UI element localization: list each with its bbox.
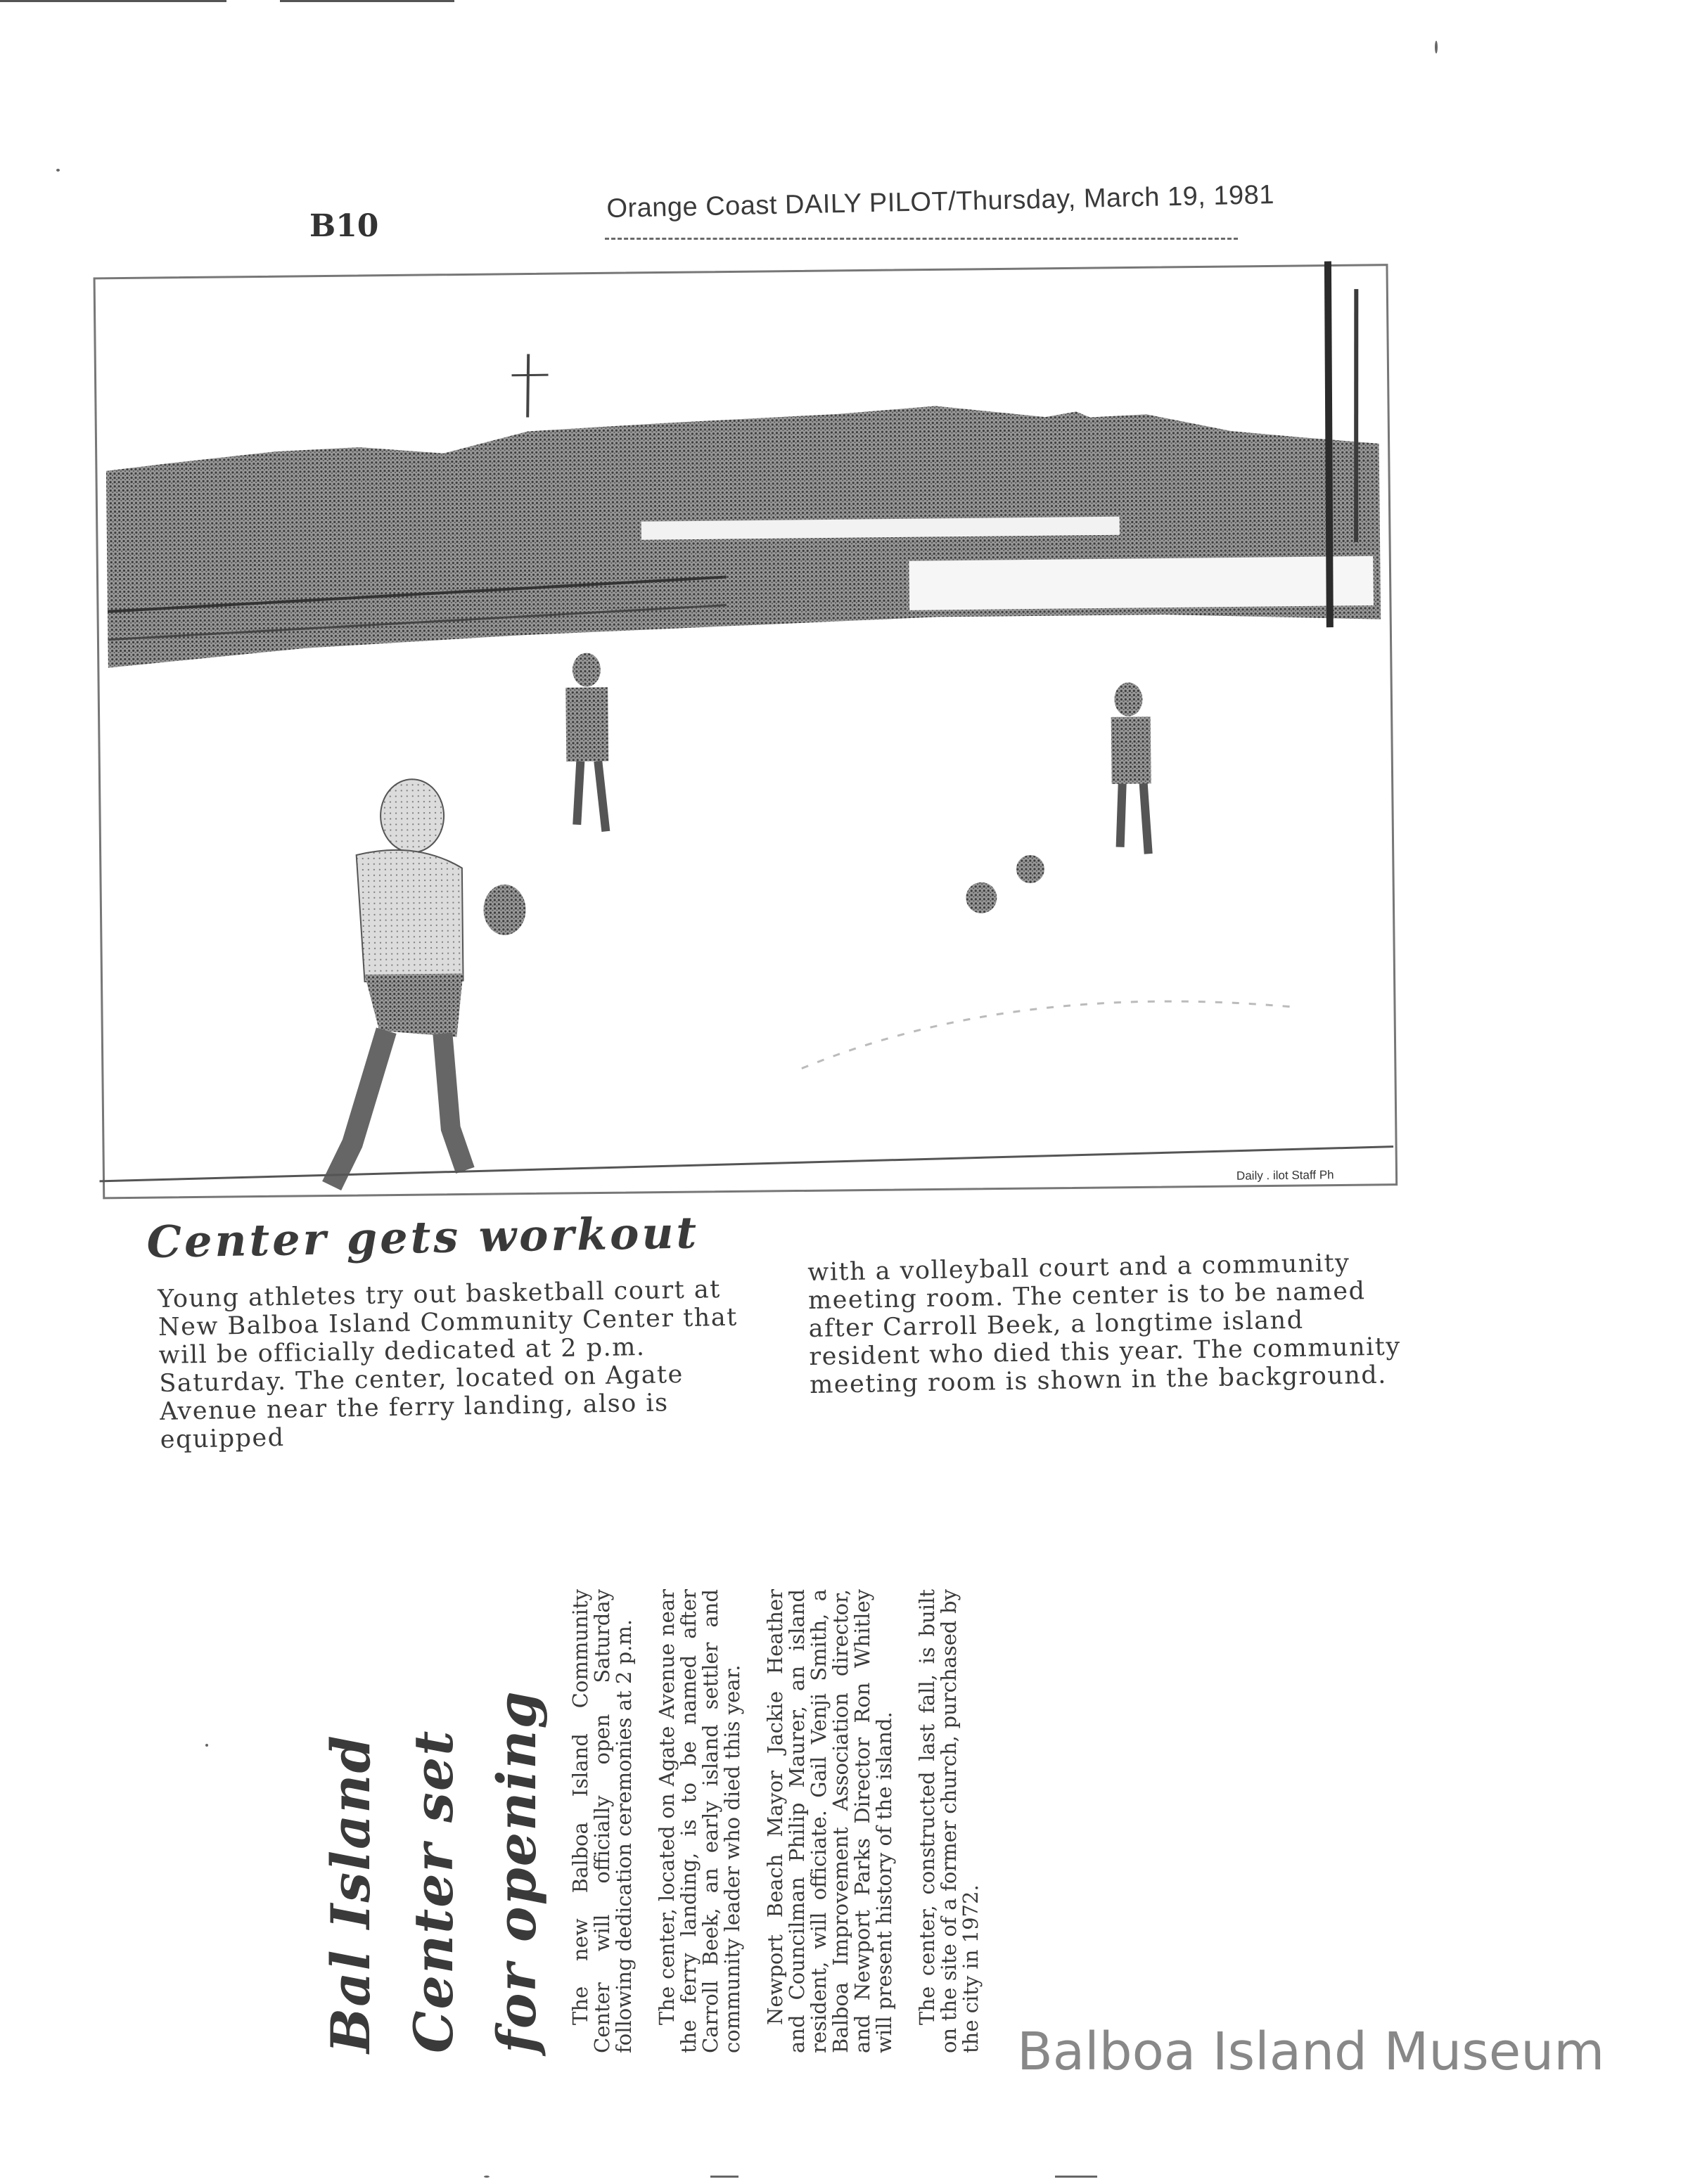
article-body <box>570 1589 1003 2053</box>
photo-credit: Daily . ilot Staff Ph <box>1236 1168 1334 1183</box>
scan-speck <box>205 1744 208 1747</box>
masthead: Orange Coast DAILY PILOT/Thursday, March 19, 1981 <box>606 180 1275 224</box>
article-paragraph: Newport Beach Mayor Jackie Heather and Councilman Philip Maurer, an island resident, will officiate. Gail Venji Smith, a Balboa Improvement Association director, and Newport Parks Director Ron Whitley will present history of the island. <box>763 1589 896 2053</box>
article-headline-line-2: Center set <box>402 1729 465 2053</box>
scan-speck <box>710 2176 738 2178</box>
scan-speck <box>1055 2176 1097 2178</box>
basketball-court-photo <box>90 261 1401 1202</box>
page-number: B10 <box>309 208 379 244</box>
basketball-court-photo-icon <box>90 261 1401 1202</box>
header-rule <box>605 238 1238 240</box>
article-headline-line-1: Bal Island <box>319 1734 382 2053</box>
article-headline-line-3: for opening <box>485 1690 548 2053</box>
caption-headline: Center gets workout <box>146 1207 700 1268</box>
caption-text-column-1: Young athletes try out basketball court at New Balboa Island Community Center that will be officially dedicated at 2 p.m. Saturday. The center, located on Agate Avenue near the ferry landing, also is equipped <box>158 1276 738 1454</box>
scan-edge-line <box>0 0 226 2</box>
museum-watermark: Balboa Island Museum <box>1017 2022 1605 2082</box>
scan-speck <box>1435 41 1438 53</box>
article-paragraph: The new Balboa Island Community Center will officially open Saturday following dedication ceremonies at 2 p.m. <box>568 1589 636 2053</box>
article-headline <box>309 1589 558 2053</box>
rotated-article <box>309 1589 1189 2053</box>
caption-text-column-2: with a volleyball court and a community meeting room. The center is to be named after Carroll Beek, a longtime island resident who died this year. The community meeting room is shown in the background. <box>807 1249 1401 1399</box>
scan-edge-line <box>280 0 454 2</box>
scan-speck <box>484 2176 490 2178</box>
article-paragraph: The center, located on Agate Avenue near the ferry landing, is to be named after Carroll Beek, an early island settler and community leader who died this year. <box>655 1589 744 2053</box>
scan-speck <box>56 169 60 172</box>
article-paragraph: The center, constructed last fall, is built on the site of a former church, purchased by the city in 1972. <box>915 1589 983 2053</box>
